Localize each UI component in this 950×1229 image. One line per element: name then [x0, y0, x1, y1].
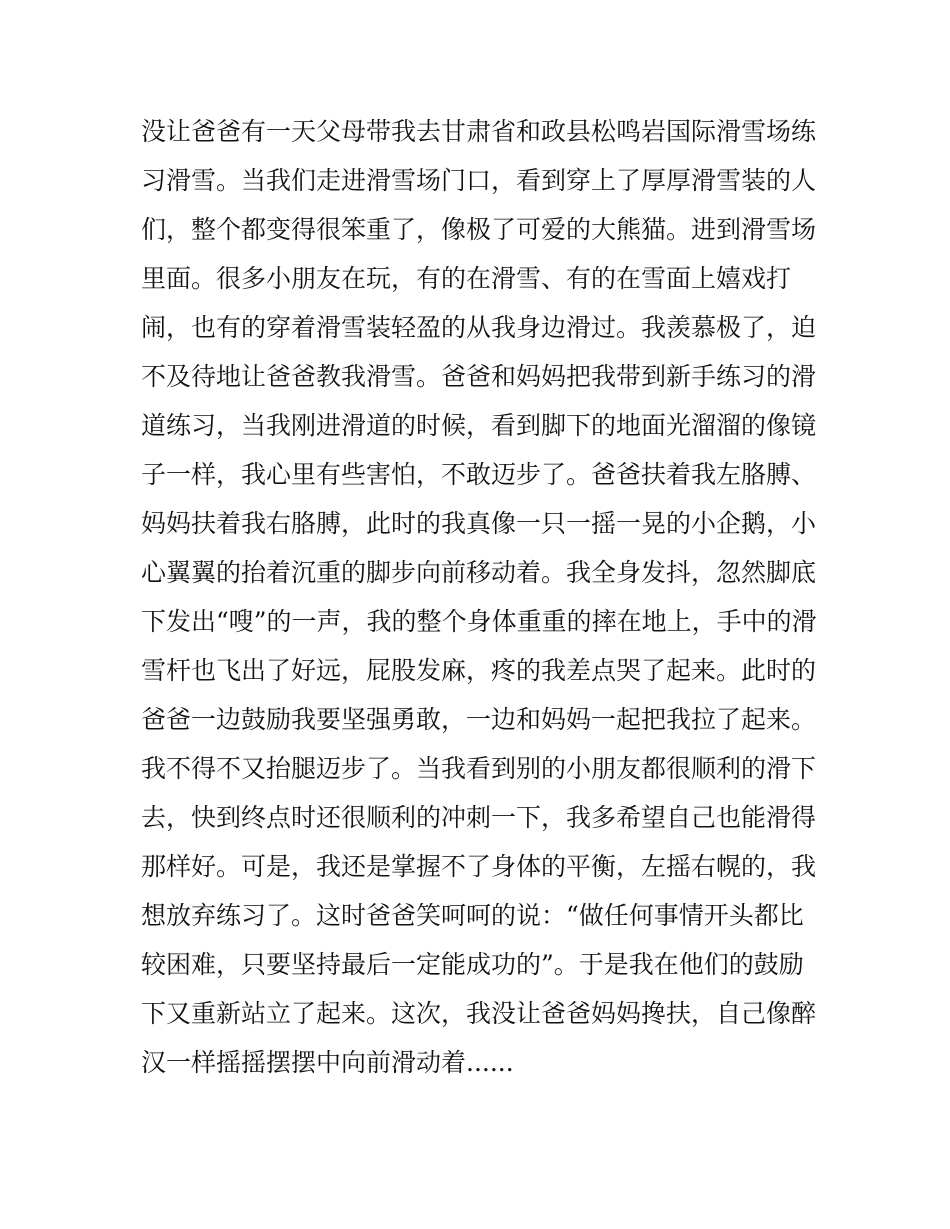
text-line: 道练习，当我刚进滑道的时候，看到脚下的地面光溜溜的像镜 [141, 411, 817, 440]
text-line: 下发出“嗖”的一声，我的整个身体重重的摔在地上，手中的滑 [141, 607, 817, 636]
text-line: 子一样，我心里有些害怕，不敢迈步了。爸爸扶着我左胳膊、 [141, 460, 817, 489]
text-line: 汉一样摇摇摆摆中向前滑动着...... [141, 1048, 514, 1077]
text-line: 没让爸爸有一天父母带我去甘肃省和政县松鸣岩国际滑雪场练 [141, 117, 817, 146]
text-line: 爸爸一边鼓励我要坚强勇敢，一边和妈妈一起把我拉了起来。 [141, 705, 817, 734]
text-line: 我不得不又抬腿迈步了。当我看到别的小朋友都很顺利的滑下 [141, 754, 817, 783]
text-line: 较困难，只要坚持最后一定能成功的”。于是我在他们的鼓励 [141, 950, 804, 979]
text-line: 心翼翼的抬着沉重的脚步向前移动着。我全身发抖，忽然脚底 [141, 558, 817, 587]
text-line: 想放弃练习了。这时爸爸笑呵呵的说：“做任何事情开头都比 [141, 901, 804, 930]
text-line: 下又重新站立了起来。这次，我没让爸爸妈妈搀扶，自己像醉 [141, 999, 817, 1028]
text-line: 妈妈扶着我右胳膊，此时的我真像一只一摇一晃的小企鹅，小 [141, 509, 817, 538]
text-line: 里面。很多小朋友在玩，有的在滑雪、有的在雪面上嬉戏打 [141, 264, 792, 293]
text-line: 习滑雪。当我们走进滑雪场门口，看到穿上了厚厚滑雪装的人 [141, 166, 817, 195]
text-line: 闹，也有的穿着滑雪装轻盈的从我身边滑过。我羡慕极了，迫 [141, 313, 817, 342]
text-line: 去，快到终点时还很顺利的冲刺一下，我多希望自己也能滑得 [141, 803, 817, 832]
text-line: 那样好。可是，我还是掌握不了身体的平衡，左摇右幌的，我 [141, 852, 817, 881]
text-line: 不及待地让爸爸教我滑雪。爸爸和妈妈把我带到新手练习的滑 [141, 362, 817, 391]
body-text [141, 107, 821, 1087]
text-line: 雪杆也飞出了好远，屁股发麻，疼的我差点哭了起来。此时的 [141, 656, 817, 685]
text-line: 们，整个都变得很笨重了，像极了可爱的大熊猫。进到滑雪场 [141, 215, 817, 244]
